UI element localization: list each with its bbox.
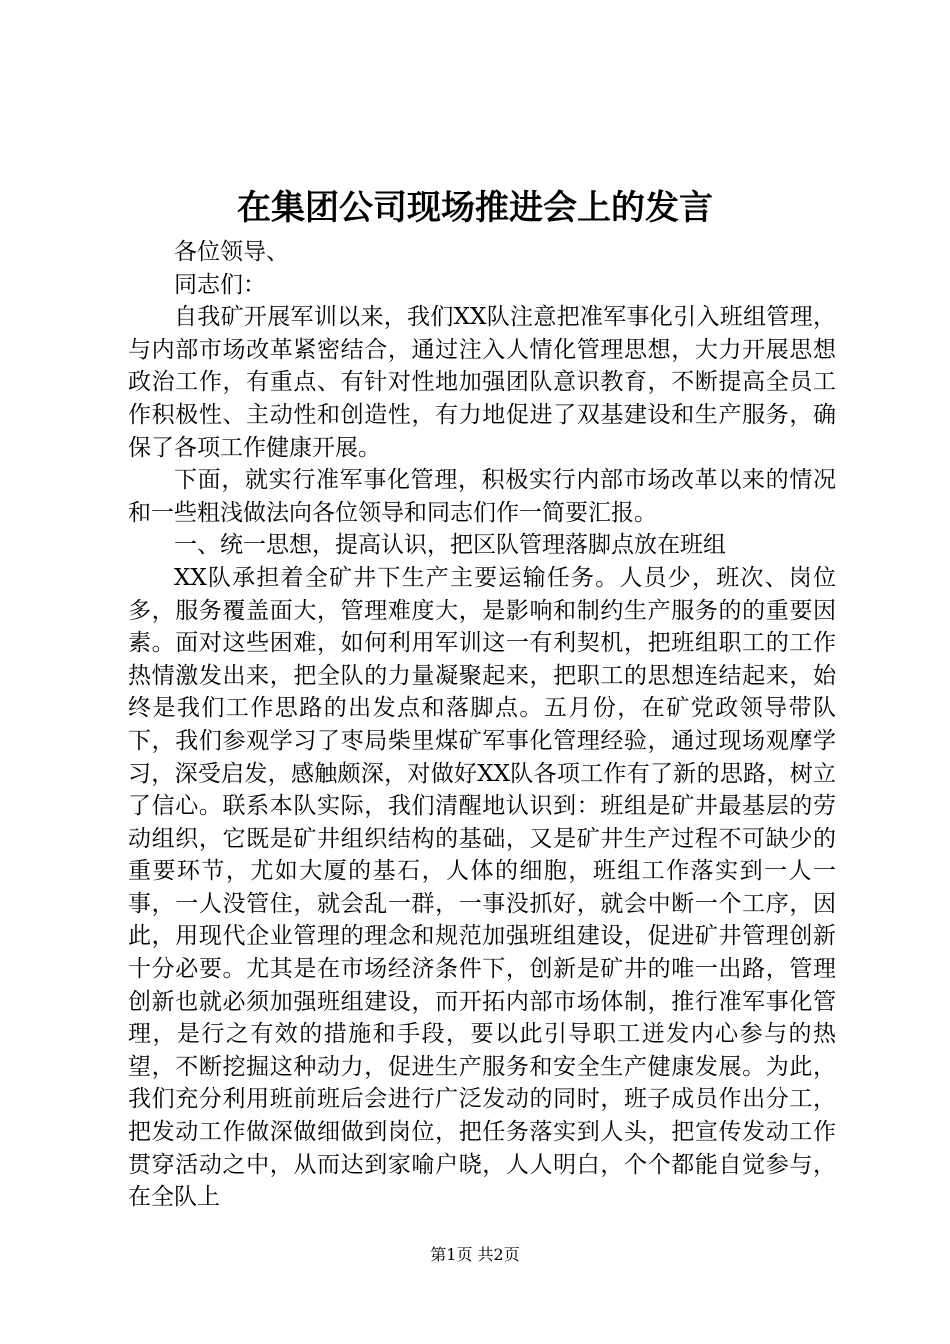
body-paragraph: 自我矿开展军训以来，我们XX队注意把准军事化引入班组管理，与内部市场改革紧密结合，通过注入人情化管理思想，大力开展思想政治工作，有重点、有针对性地加强团队意识教育，不断提高全员工作积极性、主动性和创造性，有力地促进了双基建设和生产服务，确保了各项工作健康开展。 (128, 304, 836, 461)
body-paragraph: XX队承担着全矿井下生产主要运输任务。人员少，班次、岗位多，服务覆盖面大，管理难度大，是影响和制约生产服务的的重要因素。面对这些困难，如何利用军训这一有利契机，把班组职工的工作热情激发出来，把全队的力量凝聚起来，把职工的思想连结起来，始终是我们工作思路的出发点和落脚点。五月份，在矿党政领导带队下，我们参观学习了枣局柴里煤矿军事化管理经验，通过现场观摩学习，深受启发，感触颇深，对做好XX队各项工作有了新的思路，树立了信心。联系本队实际，我们清醒地认识到：班组是矿井最基层的劳动组织，它既是矿井组织结构的基础，又是矿井生产过程不可缺少的重要环节，尤如大厦的基石，人体的细胞，班组工作落实到一人一事，一人没管住，就会乱一群，一事没抓好，就会中断一个工序，因此，用现代企业管理的理念和规范加强班组建设，促进矿井管理创新十分必要。尤其是在市场经济条件下，创新是矿井的唯一出路，管理创新也就必须加强班组建设，而开拓内部市场体制，推行准军事化管理，是行之有效的措施和手段，要以此引导职工迸发内心参与的热望，不断挖掘这种动力，促进生产服务和安全生产健康发展。为此，我们充分利用班前班后会进行广泛发动的同时，班子成员作出分工，把发动工作做深做细做到岗位，把任务落实到人头，把宣传发动工作贯穿活动之中，从而达到家喻户晓，人人明白，个个都能自觉参与，在全队上 (128, 564, 836, 1211)
body-paragraph: 下面，就实行准军事化管理，积极实行内部市场改革以来的情况和一些粗浅做法向各位领导和同志们作一简要汇报。 (128, 467, 836, 526)
salutation-line: 各位领导、 (174, 239, 289, 265)
salutation-line: 同志们： (174, 271, 266, 298)
section-heading: 一、统一思想，提高认识，把区队管理落脚点放在班组 (174, 532, 726, 559)
document-title: 在集团公司现场推进会上的发言 (237, 188, 713, 228)
document-body (128, 236, 836, 1214)
page-footer: 第1页 共2页 (430, 1245, 520, 1264)
